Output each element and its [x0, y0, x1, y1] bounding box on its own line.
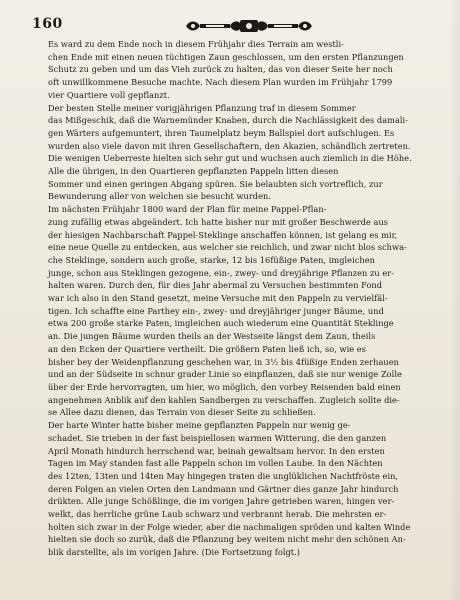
text-line: etwa 200 große starke Paten, imgleichen auch wiederum eine Quantität Steklinge — [48, 318, 394, 329]
text-line: Sommer und einen geringen Abgang spüren. Sie belaubten sich vortreflich, zur — [48, 178, 383, 189]
paragraph-winter — [32, 419, 440, 559]
text-line: drükten. Alle junge Schößlinge, die im vorigen Jahre getrieben waren, hingen ver- — [48, 496, 395, 507]
page-edge-shadow — [450, 0, 460, 600]
text-line: se Allee dazu dienen, das Terrain von dieser Seite zu schließen. — [48, 407, 316, 418]
text-line: oft unwillkommene Besuche machte. Nach diesem Plan wurden im Frühjahr 1799 — [48, 77, 393, 88]
text-line: Der besten Stelle meiner vorigjährigen Pflanzung traf in diesem Sommer — [48, 102, 356, 113]
text-line: tigen. Ich schaffte eine Parthey ein-, zwey- und dreyjähriger junger Bäume, und — [48, 305, 384, 316]
text-line: zung zufällig etwas abgeändert. Ich hatte bisher nur mit großer Beschwerde aus — [48, 216, 389, 227]
text-line: Schutz zu geben und um das Vieh zurück zu halten, das von dieser Seite her noch — [48, 64, 393, 75]
text-line: das Mißgeschik, daß die Warnemünder Knaben, durch die Nachlässigkeit des damali- — [48, 115, 409, 126]
text-line: wurden also viele davon mit ihren Gesellschaftern, den Akazien, schändlich zertreten. — [48, 140, 411, 151]
text-line: Die wenigen Ueberreste hielten sich sehr gut und wuchsen auch ziemlich in die Höhe. — [48, 153, 412, 164]
text-line: bisher bey der Weidenpflanzung geschehen war, in 3½ bis 4füßige Enden zerhauen — [48, 356, 399, 367]
article-body — [32, 38, 440, 559]
text-line: hielten sie doch so zurük, daß die Pflanzung bey weitem nicht mehr den schönen An- — [48, 534, 406, 545]
text-line: über der Erde hervorragten, um hier, wo möglich, den vorbey Reisenden bald einen — [48, 381, 401, 392]
text-line: eine neue Quelle zu entdecken, aus welcher sie reichlich, und zwar nicht blos schwa- — [48, 242, 407, 253]
paragraph-terrain — [32, 38, 440, 102]
paragraph-spring-1800 — [32, 203, 440, 419]
text-line: welkt, das herrliche grüne Laub schwarz und verbrannt herab. Die mehrsten er- — [48, 509, 387, 520]
text-line: Alle die übrigen, in den Quartieren gepflanzten Pappeln litten diesen — [48, 166, 339, 177]
text-line: che Steklinge, sondern auch große, starke, 12 bis 16füßige Paten, imgleichen — [48, 254, 375, 265]
text-line: Tagen im May standen fast alle Pappeln schon im vollen Laube. In den Nächten — [48, 458, 383, 469]
text-line: halten waren. Durch den, für dies Jahr abermal zu Versuchen bestimmten Fond — [48, 280, 383, 291]
text-line: war ich also in den Stand gesetzt, meine Versuche mit den Pappeln zu vervielfäl- — [48, 293, 388, 304]
text-line: und an der Südseite in schnur grader Linie so einpflanzen, daß sie nur wenige Zolle — [48, 369, 402, 380]
text-line: April Monath hindurch herrschend war, beinah gewaltsam hervor. In den ersten — [48, 445, 385, 456]
fleuron-ornament-icon — [184, 19, 314, 33]
text-line: junge, schon aus Steklingen gezogene, ein-, zwey- und dreyjährige Pflanzen zu er- — [48, 267, 395, 278]
text-line: vier Quartiere voll gepflanzt. — [48, 89, 170, 100]
paragraph-misfortune — [32, 102, 440, 166]
text-line: holten sich zwar in der Folge wieder, aber die nachmaligen spröden und kalten Winde — [48, 521, 411, 532]
text-line: angenehmen Anblik auf den kahlen Sandbergen zu verschaffen. Zugleich sollte die- — [48, 394, 400, 405]
text-line: blik darstellte, als im vorigen Jahre. (Die Fortsetzung folgt.) — [48, 547, 301, 558]
text-line: gen Wärters aufgemuntert, ihren Taumelplatz beym Ballspiel dort aufschlugen. Es — [48, 127, 395, 138]
text-line: an den Ecken der Quartiere vertheilt. Die größern Paten ließ ich, so, wie es — [48, 343, 366, 354]
text-line: an. Die jungen Bäume wurden theils an der Westseite längst dem Zaun, theils — [48, 331, 376, 342]
text-line: der hiesigen Nachbarschaft Pappel-Steklinge anschaffen können, ist gelang es mir, — [48, 229, 398, 240]
text-line: schadet. Sie trieben in der fast beispiellosen warmen Witterung, die den ganzen — [48, 432, 387, 443]
text-line: Es ward zu dem Ende noch in diesem Frühjahr dies Terrain am westli- — [48, 39, 344, 49]
text-line: deren Folgen an vielen Orten den Landmann und Gärtner dies ganze Jahr hindurch — [48, 483, 399, 494]
text-line: chen Ende mit einen neuen tüchtigen Zaun geschlossen, um den ersten Pflanzungen — [48, 51, 404, 62]
text-line: Bewunderung aller von welchen sie besucht wurden. — [48, 191, 271, 202]
text-line: des 12ten, 13ten und 14ten May hingegen traten die unglüklichen Nachtfröste ein, — [48, 470, 399, 481]
paragraph-quarters — [32, 165, 440, 203]
page-number: 160 — [32, 16, 63, 32]
text-line: Im nächsten Frühjahr 1800 ward der Plan für meine Pappel-Pflan- — [48, 204, 327, 215]
text-line: Der harte Winter hatte bisher meine gepflanzten Pappeln nur wenig ge- — [48, 420, 351, 431]
page-header — [32, 16, 440, 36]
